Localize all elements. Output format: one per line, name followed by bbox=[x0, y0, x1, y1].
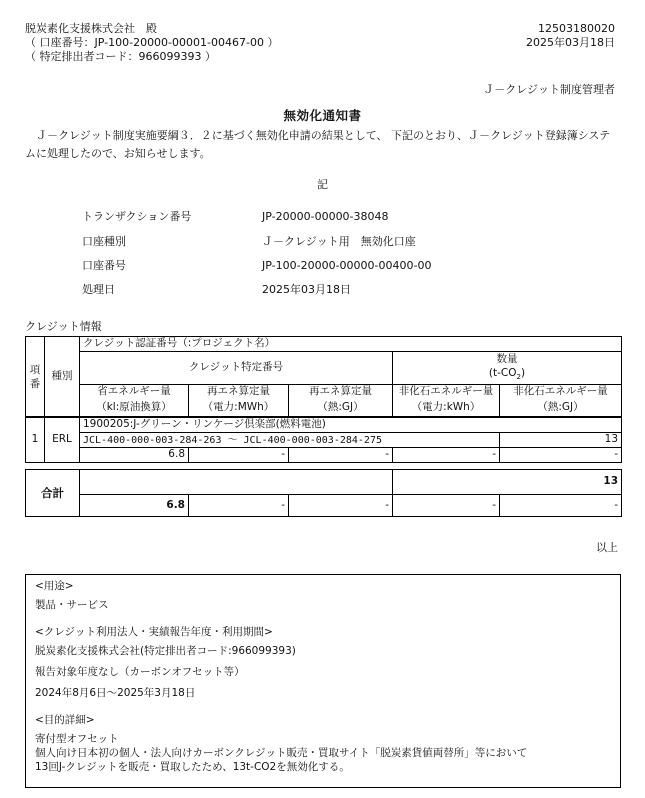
detail-value-date: 2025年03月18日 bbox=[262, 283, 351, 296]
row-serial-range: JCL-400-000-003-284-263 ～ JCL-400-000-003-284-275 bbox=[80, 433, 500, 448]
table-header-row-3 bbox=[26, 385, 622, 400]
header-col-2-line1: 再エネ算定量 bbox=[189, 385, 289, 400]
row-value-nonfossil-heat: - bbox=[500, 448, 622, 463]
row-project-name: 1900205:J-グリーン・リンケージ倶楽部(燃料電池) bbox=[80, 417, 622, 433]
detail-line-1: 寄付型オフセット bbox=[35, 733, 119, 745]
credit-table bbox=[25, 336, 622, 517]
header-col-3-line1: 再エネ算定量 bbox=[289, 385, 393, 400]
intro-paragraph: Ｊ－クレジット制度実施要綱３．２に基づく無効化申請の結果として、 下記のとおり、Ｊ－クレジット登録簿システムに処理したので、お知らせします。 bbox=[25, 129, 611, 160]
header-col-5-line1: 非化石エネルギー量 bbox=[500, 385, 622, 400]
header-col-1-line2: （kl:原油換算） bbox=[80, 399, 189, 417]
purpose-value: 製品・サービス bbox=[35, 599, 109, 611]
total-values-row bbox=[26, 495, 622, 517]
usage-info-box bbox=[25, 574, 621, 788]
header-type: 種別 bbox=[45, 337, 80, 418]
table-header-row-1 bbox=[26, 337, 622, 352]
header-quantity bbox=[393, 352, 622, 385]
table-spacer-row bbox=[26, 463, 622, 470]
table-row bbox=[26, 433, 622, 448]
table-header-row-4 bbox=[26, 399, 622, 417]
end-marker: 以上 bbox=[596, 541, 618, 554]
user-heading: <クレジット利用法人・実績報告年度・利用期間> bbox=[35, 626, 273, 638]
row-value-renewable-heat: - bbox=[289, 448, 393, 463]
header-col-3-line2: （熱:GJ） bbox=[289, 399, 393, 417]
emitter-code: （ 特定排出者コード：966099393 ） bbox=[25, 50, 216, 63]
header-col-1-line1: 省エネルギー量 bbox=[80, 385, 189, 400]
detail-line-3: 13回J-クレジットを販売・買取したため、13t-CO2を無効化する。 bbox=[35, 761, 350, 773]
header-cert-number: クレジット認証番号（:プロジェクト名） bbox=[80, 337, 622, 352]
header-serial: クレジット特定番号 bbox=[80, 352, 393, 385]
row-quantity: 13 bbox=[500, 433, 622, 448]
total-value-nonfossil-power: - bbox=[393, 495, 500, 517]
detail-label-transaction: トランザクション番号 bbox=[82, 210, 192, 223]
report-year: 報告対象年度なし（カーボンオフセット等） bbox=[35, 666, 245, 678]
detail-value-account-type: Ｊ－クレジット用 無効化口座 bbox=[262, 235, 416, 248]
header-col-2-line2: （電力:MWh） bbox=[189, 399, 289, 417]
row-item-number: 1 bbox=[26, 417, 45, 463]
document-title: 無効化通知書 bbox=[283, 108, 362, 123]
table-header-row-2 bbox=[26, 352, 622, 385]
total-row bbox=[26, 470, 622, 495]
recipient-name: 脱炭素化支援株式会社 殿 bbox=[25, 22, 157, 35]
usage-period: 2024年8月6日～2025年3月18日 bbox=[35, 687, 196, 699]
detail-label-date: 処理日 bbox=[82, 283, 115, 296]
header-col-5-line2: （熱:GJ） bbox=[500, 399, 622, 417]
total-value-renewable-power: - bbox=[189, 495, 289, 517]
issue-date: 2025年03月18日 bbox=[526, 36, 615, 49]
user-value: 脱炭素化支援株式会社(特定排出者コード:966099393) bbox=[35, 645, 296, 657]
recipient-account-number: （ 口座番号：JP-100-20000-00001-00467-00 ） bbox=[25, 36, 279, 49]
row-value-energy-saving: 6.8 bbox=[80, 448, 189, 463]
detail-label-account-type: 口座種別 bbox=[82, 235, 126, 248]
detail-value-transaction: JP-20000-00000-38048 bbox=[262, 210, 389, 223]
total-quantity: 13 bbox=[393, 470, 622, 495]
ki-marker: 記 bbox=[317, 178, 328, 191]
issuer-name: Ｊ－クレジット制度管理者 bbox=[483, 83, 615, 96]
header-quantity-unit: $(t-CO_2)$ bbox=[488, 367, 526, 382]
credit-section-title: クレジット情報 bbox=[25, 320, 102, 333]
header-quantity-label: 数量 bbox=[496, 353, 518, 365]
header-col-4-line1: 非化石エネルギー量 bbox=[393, 385, 500, 400]
row-value-renewable-power: - bbox=[189, 448, 289, 463]
row-value-nonfossil-power: - bbox=[393, 448, 500, 463]
total-value-nonfossil-heat: - bbox=[500, 495, 622, 517]
table-row bbox=[26, 448, 622, 463]
header-col-4-line2: （電力:kWh） bbox=[393, 399, 500, 417]
detail-label-account-number: 口座番号 bbox=[82, 259, 126, 272]
total-value-energy-saving: 6.8 bbox=[80, 495, 189, 517]
purpose-heading: <用途> bbox=[35, 580, 74, 592]
total-value-renewable-heat: - bbox=[289, 495, 393, 517]
total-label: 合計 bbox=[26, 470, 80, 517]
header-item-number: 項番 bbox=[26, 337, 45, 418]
detail-heading: <目的詳細> bbox=[35, 714, 95, 726]
detail-value-account-number: JP-100-20000-00000-00400-00 bbox=[262, 259, 432, 272]
detail-line-2: 個人向け日本初の個人・法人向けカーボンクレジット販売・買取サイト「脱炭素貨値両替所」等において bbox=[35, 747, 528, 759]
row-type: ERL bbox=[45, 417, 80, 463]
table-row bbox=[26, 417, 622, 433]
document-number: 12503180020 bbox=[538, 22, 615, 35]
